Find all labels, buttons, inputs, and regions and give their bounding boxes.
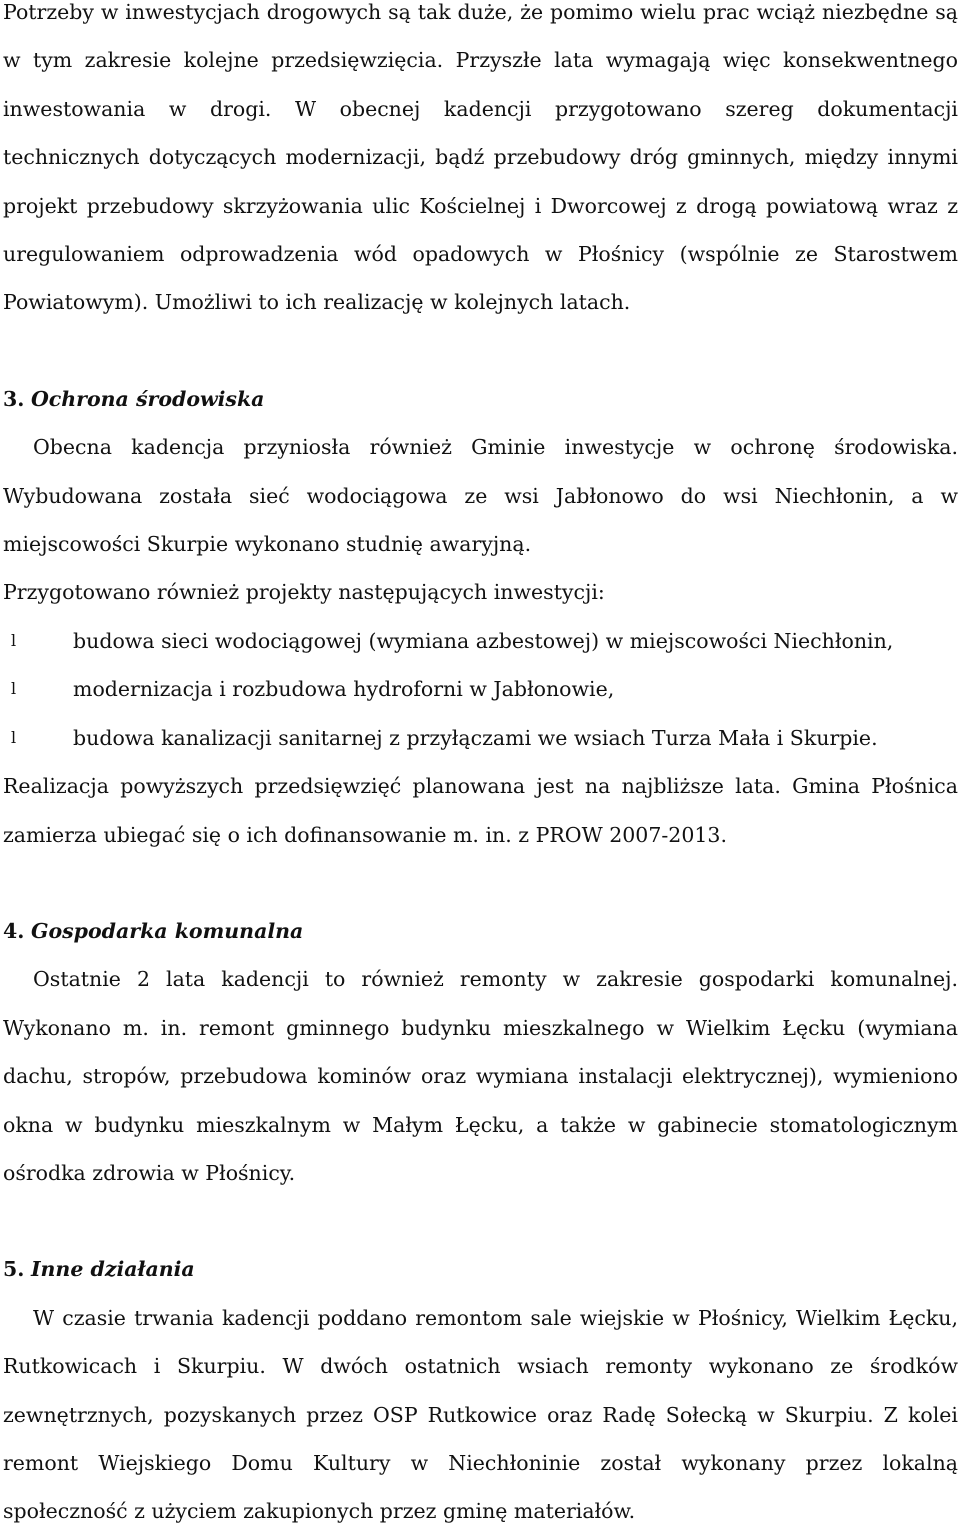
section-3-paragraph-3: Realizacja powyższych przedsięwzięć planowana jest na najbliższe lata. Gmina Płośnica zamierza ubiegać się o ich dofinansowanie m. in. z PROW 2007-2013.: [3, 774, 958, 847]
section-4-title: Gospodarka komunalna: [30, 918, 304, 943]
investment-list: [3, 617, 958, 762]
list-item: [3, 617, 958, 665]
section-gap: [3, 859, 958, 907]
section-5-title: Inne działania: [30, 1257, 195, 1282]
section-3-paragraph-2: Przygotowano również projekty następujących inwestycji:: [3, 580, 605, 605]
section-gap: [3, 1197, 958, 1245]
section-3-title: Ochrona środowiska: [30, 386, 265, 411]
section-5-paragraph: W czasie trwania kadencji poddano remontom sale wiejskie w Płośnicy, Wielkim Łęcku, Rutkowicach i Skurpiu. W dwóch ostatnich wsiach remonty wykonano ze środków zewnętrznych, pozyskanych przez OSP Rutkowice oraz Radę Sołecką w Skurpiu. Z kolei remont Wiejskiego Domu Kultury w Niechłoninie został wykonany przez lokalną społeczność z użyciem zakupionych przez gminę materiałów.: [3, 1305, 958, 1524]
section-5-heading: [3, 1245, 958, 1293]
section-3-number: 3.: [3, 386, 25, 411]
list-item-text: modernizacja i rozbudowa hydroforni w Jabłonowie,: [73, 677, 615, 702]
section-3-paragraph-1: Obecna kadencja przyniosła również Gminie inwestycje w ochronę środowiska. Wybudowana została sieć wodociągowa ze wsi Jabłonowo do wsi Niechłonin, a w miejscowości Skurpie wykonano studnię awaryjną.: [3, 435, 958, 557]
bullet-icon: l: [11, 679, 17, 699]
section-4-number: 4.: [3, 918, 25, 943]
bullet-icon: l: [11, 630, 17, 650]
section-4-heading: [3, 907, 958, 955]
intro-paragraph: Potrzeby w inwestycjach drogowych są tak duże, że pomimo wielu prac wciąż niezbędne są w tym zakresie kolejne przedsięwzięcia. Przyszłe lata wymagają więc konsekwentnego inwestowania w drogi. W obecnej kadencji przygotowano szereg dokumentacji technicznych dotyczących modernizacji, bądź przebudowy dróg gminnych, między innymi projekt przebudowy skrzyżowania ulic Kościelnej i Dworcowej z drogą powiatową wraz z uregulowaniem odprowadzenia wód opadowych w Płośnicy (wspólnie ze Starostwem Powiatowym). Umożliwi to ich realizację w kolejnych latach.: [3, 0, 958, 315]
list-item: [3, 665, 958, 713]
section-3-heading: [3, 375, 958, 423]
bullet-icon: l: [11, 727, 17, 747]
list-item-text: budowa sieci wodociągowej (wymiana azbestowej) w miejscowości Niechłonin,: [73, 628, 894, 653]
section-4-paragraph: Ostatnie 2 lata kadencji to również remonty w zakresie gospodarki komunalnej. Wykonano m. in. remont gminnego budynku mieszkalnego w Wielkim Łęcku (wymiana dachu, stropów, przebudowa kominów oraz wymiana instalacji elektrycznej), wymieniono okna w budynku mieszkalnym w Małym Łęcku, a także w gabinecie stomatologicznym ośrodka zdrowia w Płośnicy.: [3, 967, 958, 1185]
section-5-number: 5.: [3, 1257, 25, 1282]
list-item-text: budowa kanalizacji sanitarnej z przyłączami we wsiach Turza Mała i Skurpie.: [73, 725, 878, 750]
section-gap: [3, 327, 958, 375]
list-item: [3, 714, 958, 762]
